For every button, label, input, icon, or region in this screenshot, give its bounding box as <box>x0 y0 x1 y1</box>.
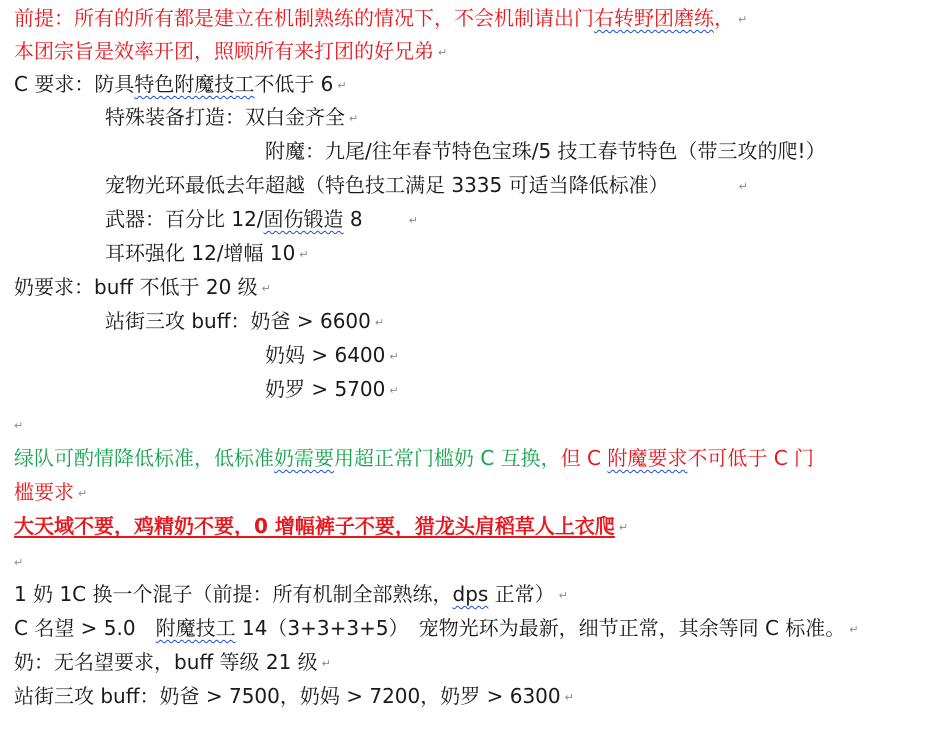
earring-line <box>105 239 309 267</box>
nai-requirement-label: 奶要求： <box>14 275 94 299</box>
nai-requirement-line <box>14 273 271 301</box>
paragraph-mark-icon: ↵ <box>849 623 859 636</box>
mixed-nai-rule-text: 奶：无名望要求，buff 等级 21 级 <box>14 650 318 674</box>
banned-list-line <box>14 512 628 540</box>
pet-aura-line <box>105 171 748 199</box>
c-enchant-squiggle: 附魔要求 <box>607 446 688 470</box>
paragraph-mark-icon: ↵ <box>14 556 24 569</box>
mixed-rule-text-end: 正常） <box>488 582 555 606</box>
special-equip-line <box>105 103 358 131</box>
weapon-text: 武器：百分比 12/ <box>105 207 264 231</box>
street-buff-line <box>105 307 384 335</box>
naima-threshold: 奶妈 > 6400 <box>265 343 386 367</box>
paragraph-mark-icon: ↵ <box>389 384 399 397</box>
green-team-note-line2 <box>14 478 87 506</box>
weapon-squiggle: 固伤锻造 <box>263 207 344 231</box>
c-requirement-label: C 要求： <box>14 72 95 96</box>
dps-squiggle: dps <box>452 582 489 606</box>
empty-line <box>14 410 23 438</box>
weapon-text-end: 8 <box>343 207 363 231</box>
c-requirement-item: 防具 <box>94 72 135 96</box>
paragraph-mark-icon: ↵ <box>299 248 309 261</box>
green-team-text-end: 用超正常门槛奶 C 互换， <box>334 446 561 470</box>
c-enchant-warning: 但 C <box>560 446 608 470</box>
empty-line <box>14 547 23 575</box>
paragraph-mark-icon: ↵ <box>337 79 347 92</box>
enchant-text: 附魔：九尾/往年春节特色宝珠/5 技工春节特色（带三攻的爬!） <box>265 139 826 163</box>
enchant-tech-squiggle: 附魔技工 <box>155 616 236 640</box>
paragraph-mark-icon: ↵ <box>349 112 359 125</box>
paragraph-mark-icon: ↵ <box>738 13 748 26</box>
premise-text-end: ， <box>714 6 734 30</box>
green-team-note-line <box>14 444 814 472</box>
nailuo-threshold: 奶罗 > 5700 <box>265 377 386 401</box>
premise-text: 前提：所有的所有都是建立在机制熟练的情况下，不会机制请出门 <box>14 6 594 30</box>
special-equip-text: 特殊装备打造：双白金齐全 <box>105 105 345 129</box>
earring-text: 耳环强化 12/增幅 10 <box>105 241 296 265</box>
enchant-line <box>265 137 826 165</box>
banned-squiggle: 鸡精 <box>134 514 174 538</box>
c-threshold-text: 槛要求 <box>14 480 74 504</box>
mixed-c-rule-text-end: 14（3+3+3+5） 宠物光环为最新，细节正常，其余等同 C 标准。 <box>235 616 846 640</box>
mixed-c-rule-line <box>14 614 859 642</box>
paragraph-mark-icon: ↵ <box>321 657 331 670</box>
paragraph-mark-icon: ↵ <box>261 282 271 295</box>
paragraph-mark-icon: ↵ <box>14 419 24 432</box>
premise-squiggle-text: 右转野团磨练 <box>594 6 714 30</box>
banned-text-mid: 奶不要，0 增幅裤子不要，猎龙头 <box>174 514 475 538</box>
c-requirement-item-end: 不低于 6 <box>254 72 334 96</box>
mixed-c-rule-text: C 名望 > 5.0 <box>14 616 156 640</box>
green-team-text: 绿队可酌情降低标准，低标准 <box>14 446 274 470</box>
c-requirement-squiggle: 特色附魔技工 <box>134 72 255 96</box>
mixed-street-buff-line <box>14 682 574 710</box>
mixed-nai-rule-line <box>14 648 331 676</box>
street-buff-label: 站街三攻 buff： <box>105 309 251 333</box>
paragraph-mark-icon: ↵ <box>374 316 385 329</box>
naima-line <box>265 341 399 369</box>
banned-text-end: 草人上衣爬 <box>514 514 615 538</box>
naiba-threshold: 奶爸 > 6600 <box>250 309 371 333</box>
paragraph-mark-icon: ↵ <box>564 691 574 704</box>
purpose-line <box>14 37 447 65</box>
mixed-rule-line <box>14 580 568 608</box>
mixed-rule-text: 1 奶 1C 换一个混子（前提：所有机制全部熟练， <box>14 582 453 606</box>
nai-buff-level: buff 不低于 20 级 <box>94 275 258 299</box>
premise-line <box>14 4 747 32</box>
banned-text: 大天域不要， <box>14 514 134 538</box>
weapon-line <box>105 205 418 233</box>
green-team-squiggle: 奶需要 <box>274 446 334 470</box>
paragraph-mark-icon: ↵ <box>738 180 748 193</box>
mixed-street-buff-text: 站街三攻 buff：奶爸 > 7500，奶妈 > 7200，奶罗 > 6300 <box>14 684 561 708</box>
nailuo-line <box>265 375 399 403</box>
c-requirement-line <box>14 70 347 98</box>
paragraph-mark-icon: ↵ <box>618 521 629 534</box>
paragraph-mark-icon: ↵ <box>78 487 88 500</box>
banned-squiggle-2: 肩稻 <box>474 514 515 538</box>
paragraph-mark-icon: ↵ <box>408 214 418 227</box>
paragraph-mark-icon: ↵ <box>438 46 448 59</box>
c-enchant-warning-end: 不可低于 C 门 <box>687 446 815 470</box>
pet-aura-text: 宠物光环最低去年超越（特色技工满足 3335 可适当降低标准） <box>105 173 669 197</box>
purpose-text: 本团宗旨是效率开团，照顾所有来打团的好兄弟 <box>14 39 434 63</box>
paragraph-mark-icon: ↵ <box>558 589 568 602</box>
paragraph-mark-icon: ↵ <box>389 350 399 363</box>
